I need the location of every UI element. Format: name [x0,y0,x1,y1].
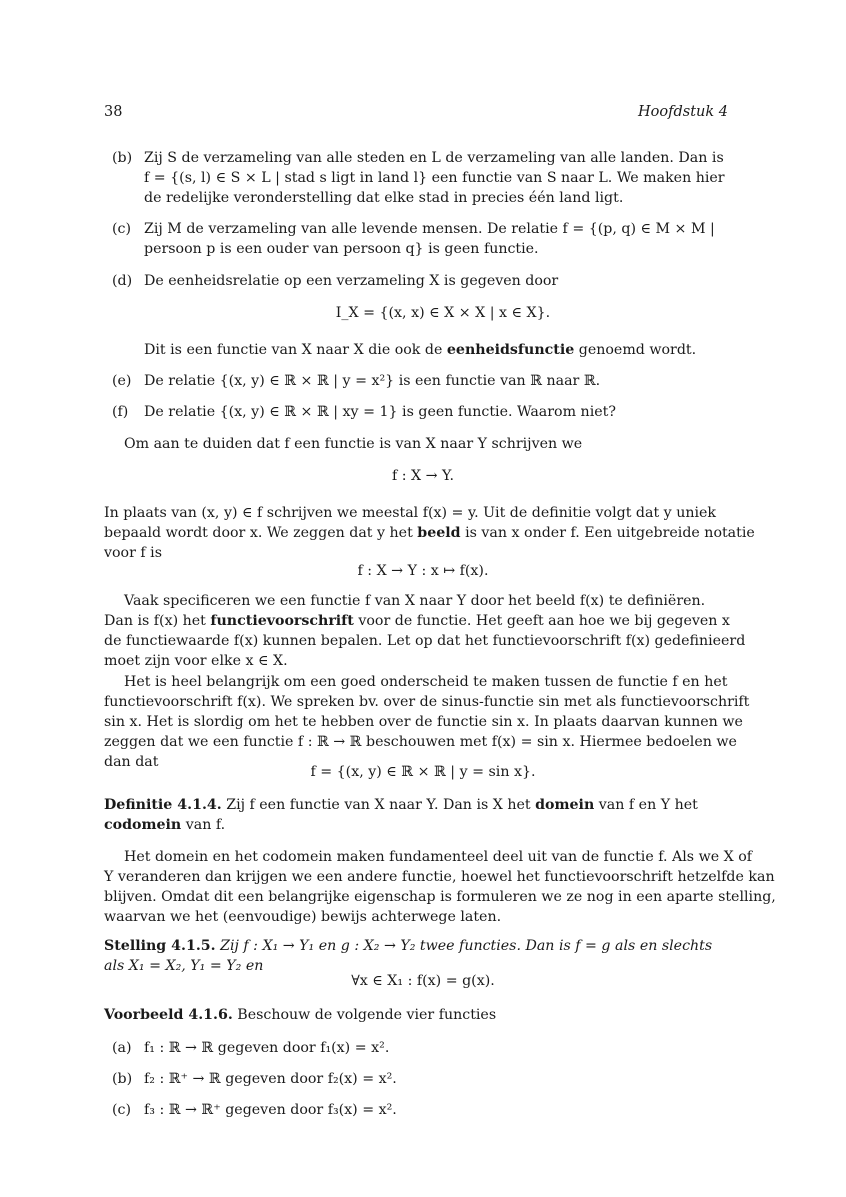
item-e-line-1: De relatie {(x, y) ∈ ℝ × ℝ | y = x²} is een functie van ℝ naar ℝ. [144,373,601,389]
theorem-line-2: als X₁ = X₂, Y₁ = Y₂ en [104,958,264,974]
paragraph-line: blijven. Omdat dit een belangrijke eigenschap is formuleren we ze nog in een aparte stelling, [104,889,776,905]
text: voor de functie. Het geeft aan hoe we bij gegeven x [353,613,730,629]
example-label-c: (c) [112,1102,132,1118]
sine-relation-formula: f = {(x, y) ∈ ℝ × ℝ | y = sin x}. [310,764,536,780]
extended-notation-formula: f : X → Y : x ↦ f(x). [357,563,489,579]
theorem-text: Zij f : X₁ → Y₁ en g : X₂ → Y₂ twee functies. Dan is f = g als en slechts [215,938,713,954]
item-label-d: (d) [112,273,133,289]
example-item-c: f₃ : ℝ → ℝ⁺ gegeven door f₃(x) = x². [144,1102,397,1118]
paragraph-line: de functiewaarde f(x) kunnen bepalen. Let op dat het functievoorschrift f(x) gedefinieerd [104,633,746,649]
text: van f. [181,817,226,833]
item-label-b: (b) [112,150,133,166]
item-b-line-1: Zij S de verzameling van alle steden en L de verzameling van alle landen. Dan is [144,150,724,166]
text: Zij f een functie van X naar Y. Dan is X het [221,797,536,813]
page-header [104,104,728,126]
paragraph-line: In plaats van (x, y) ∈ f schrijven we meestal f(x) = y. Uit de definitie volgt dat y uniek [104,505,717,521]
paragraph-line: waarvan we het (eenvoudige) bewijs achterwege laten. [104,909,502,925]
paragraph-line [104,523,755,543]
term-eenheidsfunctie: eenheidsfunctie [446,342,575,358]
example-item-a: f₁ : ℝ → ℝ gegeven door f₁(x) = x². [144,1040,390,1056]
paragraph-line: moet zijn voor elke x ∈ X. [104,653,288,669]
item-label-c: (c) [112,221,132,237]
example-label-b: (b) [112,1071,133,1087]
page-number: 38 [104,104,123,120]
term-beeld: beeld [417,525,461,541]
item-d-text: Dit is een functie van X naar X die ook de [144,342,447,358]
paragraph-line: Het is heel belangrijk om een goed onderscheid te maken tussen de functie f en het [124,674,728,690]
example-heading: Voorbeeld 4.1.6. [104,1007,233,1023]
item-c-line-2: persoon p is een ouder van persoon q} is geen functie. [144,241,539,257]
paragraph-line: Het domein en het codomein maken fundamenteel deel uit van de functie f. Als we X of [124,849,753,865]
paragraph-line: dan dat [104,754,159,770]
example-label-a: (a) [112,1040,132,1056]
text: bepaald wordt door x. We zeggen dat y het [104,525,418,541]
term-codomein: codomein [104,817,182,833]
item-d-line-2 [144,340,696,360]
text: van f en Y het [594,797,698,813]
text: Dan is f(x) het [104,613,211,629]
example-item-b: f₂ : ℝ⁺ → ℝ gegeven door f₂(x) = x². [144,1071,397,1087]
theorem-heading: Stelling 4.1.5. [104,938,216,954]
paragraph-line: Vaak specificeren we een functie f van X naar Y door het beeld f(x) te definiëren. [124,593,706,609]
term-domein: domein [535,797,595,813]
definition-line-2 [104,815,225,835]
theorem-formula: ∀x ∈ X₁ : f(x) = g(x). [351,973,495,989]
paragraph-line [104,611,730,631]
term-functievoorschrift: functievoorschrift [210,613,354,629]
paragraph-line: voor f is [104,545,162,561]
chapter-title: Hoofdstuk 4 [638,104,728,120]
paragraph-line: sin x. Het is slordig om het te hebben over de functie sin x. In plaats daarvan kunnen we [104,714,743,730]
item-d-text-end: genoemd wordt. [574,342,697,358]
text: Beschouw de volgende vier functies [232,1007,497,1023]
paragraph-line: Om aan te duiden dat f een functie is van X naar Y schrijven we [124,436,583,452]
item-label-f: (f) [112,404,129,420]
definition-heading: Definitie 4.1.4. [104,797,222,813]
paragraph-line: functievoorschrift f(x). We spreken bv. over de sinus-functie sin met als functievoorschrift [104,694,750,710]
item-c-line-1: Zij M de verzameling van alle levende mensen. De relatie f = {(p, q) ∈ M × M | [144,221,715,237]
text: is van x onder f. Een uitgebreide notatie [460,525,755,541]
paragraph-line: Y veranderen dan krijgen we een andere functie, hoewel het functievoorschrift hetzelfde kan [104,869,775,885]
item-f-line-1: De relatie {(x, y) ∈ ℝ × ℝ | xy = 1} is geen functie. Waarom niet? [144,404,616,420]
definition-4-1-4 [104,795,698,815]
example-4-1-6 [104,1005,496,1025]
theorem-4-1-5 [104,936,712,956]
function-notation-formula: f : X → Y. [391,468,455,484]
paragraph-line: zeggen dat we een functie f : ℝ → ℝ beschouwen met f(x) = sin x. Hiermee bedoelen we [104,734,737,750]
identity-relation-formula: I_X = {(x, x) ∈ X × X | x ∈ X}. [335,305,551,321]
item-b-line-2: f = {(s, l) ∈ S × L | stad s ligt in land l} een functie van S naar L. We maken hier [144,170,725,186]
item-label-e: (e) [112,373,132,389]
item-d-line-1: De eenheidsrelatie op een verzameling X is gegeven door [144,273,559,289]
item-b-line-3: de redelijke veronderstelling dat elke stad in precies één land ligt. [144,190,624,206]
